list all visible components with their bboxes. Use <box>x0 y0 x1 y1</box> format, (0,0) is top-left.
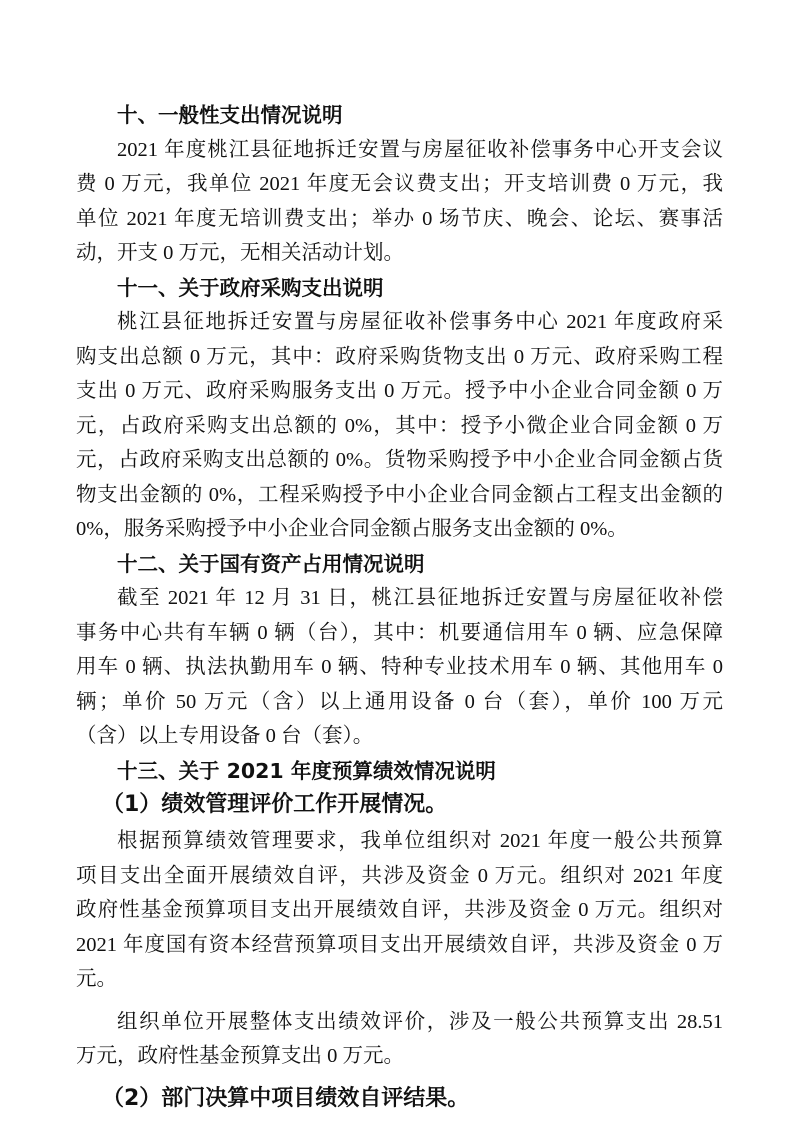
section-heading: 十三、关于 2021 年度预算绩效情况说明 <box>117 758 496 783</box>
paragraph-line: 政府性基金预算项目支出开展绩效自评，共涉及资金 0 万元。组织对 <box>76 899 723 921</box>
paragraph-line: 元。 <box>76 968 117 990</box>
paragraph-line: 支出 0 万元、政府采购服务支出 0 万元。授予中小企业合同金额 0 万 <box>76 380 723 402</box>
paragraph-line: 购支出总额 0 万元，其中：政府采购货物支出 0 万元、政府采购工程 <box>76 345 723 368</box>
paragraph-line: 辆；单价 50 万元（含）以上通用设备 0 台（套），单价 100 万元 <box>76 690 723 713</box>
paragraph-line: 桃江县征地拆迁安置与房屋征收补偿事务中心 2021 年度政府采 <box>117 311 723 333</box>
paragraph-line: 组织单位开展整体支出绩效评价，涉及一般公共预算支出 28.51 <box>117 1010 723 1033</box>
paragraph-gap <box>76 1074 723 1082</box>
paragraph-line: 元，占政府采购支出总额的 0%，其中：授予小微企业合同金额 0 万 <box>76 414 723 437</box>
document-page <box>76 98 723 1118</box>
subsection-heading: （1）绩效管理评价工作开展情况。 <box>102 792 448 817</box>
paragraph-line: 根据预算绩效管理要求，我单位组织对 2021 年度一般公共预算 <box>117 830 723 852</box>
section-heading: 十二、关于国有资产占用情况说明 <box>117 551 425 576</box>
paragraph-line: 万元，政府性基金预算支出 0 万元。 <box>76 1045 404 1067</box>
paragraph-line: 用车 0 辆、执法执勤用车 0 辆、特种专业技术用车 0 辆、其他用车 0 <box>76 656 723 678</box>
paragraph-gap <box>76 997 723 1005</box>
paragraph-line: 2021 年度国有资本经营预算项目支出开展绩效自评，共涉及资金 0 万 <box>76 933 723 956</box>
paragraph-line: 元，占政府采购支出总额的 0%。货物采购授予中小企业合同金额占货 <box>76 449 723 471</box>
paragraph-line: 0%，服务采购授予中小企业合同金额占服务支出金额的 0%。 <box>76 518 628 540</box>
paragraph-line: 项目支出全面开展绩效自评，共涉及资金 0 万元。组织对 2021 年度 <box>76 864 723 887</box>
paragraph-line: 费 0 万元，我单位 2021 年度无会议费支出；开支培训费 0 万元，我 <box>76 173 723 195</box>
subsection-heading: （2）部门决算中项目绩效自评结果。 <box>102 1085 470 1111</box>
paragraph-line: 2021 年度桃江县征地拆迁安置与房屋征收补偿事务中心开支会议 <box>117 138 723 161</box>
paragraph-line: 单位 2021 年度无培训费支出；举办 0 场节庆、晚会、论坛、赛事活 <box>76 207 723 230</box>
paragraph-line: （含）以上专用设备 0 台（套）。 <box>76 725 374 747</box>
paragraph-line: 动，开支 0 万元，无相关活动计划。 <box>76 242 404 264</box>
paragraph-line: 截至 2021 年 12 月 31 日，桃江县征地拆迁安置与房屋征收补偿 <box>117 587 723 609</box>
paragraph-line: 物支出金额的 0%，工程采购授予中小企业合同金额占工程支出金额的 <box>76 483 723 506</box>
section-heading: 十一、关于政府采购支出说明 <box>117 275 384 300</box>
paragraph-line: 事务中心共有车辆 0 辆（台），其中：机要通信用车 0 辆、应急保障 <box>76 621 723 644</box>
section-heading: 十、一般性支出情况说明 <box>117 103 343 127</box>
